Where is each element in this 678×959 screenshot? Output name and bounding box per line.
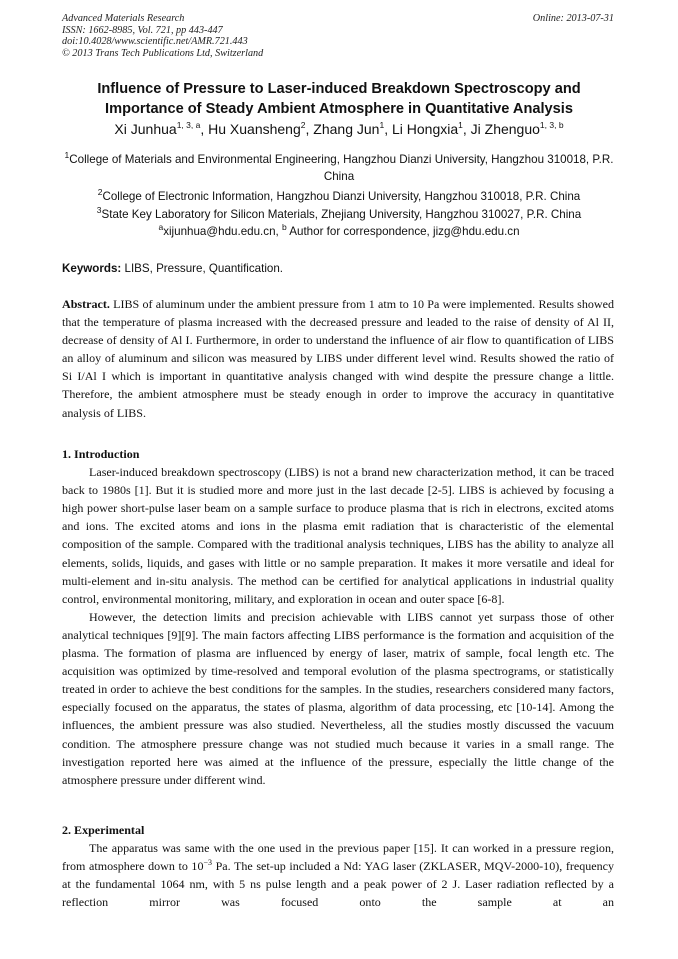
- author-name: Li Hongxia: [391, 121, 459, 137]
- email-line: $^a$xijunhua@hdu.edu.cn, $^b$ Author for correspondence, jizg@hdu.edu.cn: [158, 222, 520, 238]
- keywords-label: Keywords:: [62, 262, 122, 275]
- copyright: © 2013 Trans Tech Publications Ltd, Switzerland: [62, 47, 264, 59]
- author-name: Xi Junhua: [114, 121, 177, 137]
- issn: ISSN: 1662-8985, Vol. 721, pp 443-447: [62, 24, 223, 36]
- author-name: Zhang Jun: [313, 121, 380, 137]
- author-name: Hu Xuansheng: [208, 121, 301, 137]
- journal-name: Advanced Materials Research: [62, 13, 185, 24]
- author-name: Ji Zhenguo: [470, 121, 540, 137]
- keywords: [62, 261, 614, 276]
- doi: doi:10.4028/www.scientific.net/AMR.721.443: [62, 36, 248, 48]
- paragraph: However, the detection limits and precision achievable with LIBS cannot yet surpass those of other analytical techniques [9][9]. The main factors affecting LIBS performance is the formation and acquisition of the plasma. The formation of plasma are influenced by energy of laser, matrix of sample, focal length etc. The acquisition was optimized by time-resolved and temporal evolution of the plasma spectrograms, or statistically treated in order to achieve the best conditions for the samples. In the studies, researchers considered many factors, especially focused on the apparatus, the states of plasma, algorithm of data processing, etc [10-14]. Among the influences, the ambient pressure was also studied. Nevertheless, all the studies mostly discussed the vacuum condition. The atmosphere pressure change was not studied much because it varies in a small range. The investigation reported here was aimed at the influence of the pressure, especially the little change of the atmosphere pressure under different wind.: [62, 609, 614, 787]
- abstract: [62, 295, 614, 422]
- section-introduction: [62, 445, 614, 789]
- author-sup: 1, 3, a: [176, 120, 201, 130]
- author-sup: 2: [300, 120, 306, 130]
- author-sup: 1: [379, 120, 385, 130]
- paragraph: The apparatus was same with the one used in the previous paper [15]. It can worked in a pressure region, from atmosphere down to $10^{-3}$ Pa. The set-up included a Nd: YAG laser (ZKLASER, MQV-2000-10), frequency at the fundamental 1064 nm, with 5 ns pulse length and a peak power of 2 J. Laser radiation reflected by a reflection mirror was focused onto the sample at an: [62, 841, 614, 910]
- author-sup: 1: [458, 120, 463, 130]
- keywords-text: LIBS, Pressure, Quantification.: [121, 262, 284, 275]
- author-sup: 1, 3, b: [539, 120, 564, 130]
- section-heading: 2. Experimental: [62, 823, 145, 837]
- affiliation-2: $^2$College of Electronic Information, Hangzhou Dianzi University, Hangzhou 310018, P.R. China: [97, 187, 581, 203]
- affiliation-1: $^1$College of Materials and Environmental Engineering, Hangzhou Dianzi University, Hangzhou 310018, P.R. China: [64, 150, 614, 183]
- section-heading: 1. Introduction: [62, 447, 140, 461]
- paper-title: [40, 79, 638, 119]
- running-header: [62, 13, 614, 59]
- section-experimental: [62, 821, 614, 911]
- online-date: Online: 2013-07-31: [532, 13, 614, 24]
- author-list: Xi Junhua$^{1, 3, a}$, Hu Xuansheng$^2$, Zhang Jun$^1$, Li Hongxia$^1$, Ji Zhenguo$^{1, 3, b}$: [114, 120, 564, 137]
- title-line-2: Importance of Steady Ambient Atmosphere in Quantitative Analysis: [105, 101, 573, 117]
- affiliation-3: $^3$State Key Laboratory for Silicon Materials, Zhejiang University, Hangzhou 310027, P.R. China: [96, 205, 582, 221]
- abstract-text: LIBS of aluminum under the ambient pressure from 1 atm to 10 Pa were implemented. Results showed that the temperature of plasma increased with the decreased pressure and leaded to the raise of density of Al II, decrease of density of Al I. Furthermore, in order to understand the influence of air flow to quantification of LIBS an alloy of aluminum and silicon was measured by LIBS under different level wind. Results showed the ratio of Si I/Al I which is important in quantitative analysis changed with wind despite the pressure change a little. Therefore, the ambient atmosphere must be steady enough in order to improve the accuracy in quantitative analysis of LIBS.: [62, 297, 614, 420]
- abstract-label: Abstract.: [62, 297, 110, 311]
- paragraph: Laser-induced breakdown spectroscopy (LIBS) is not a brand new characterization method, it can be traced back to 1980s [1]. But it is studied more and more just in the last decade [2-5]. LIBS is achieved by focusing a high power short-pulse laser beam on a sample surface to produce plasma that is rich in electrons, excited atoms and ions. The excited atoms and ions in the plasma emit radiation that is characteristic of the elemental composition of the sample. Compared with the traditional analysis techniques, LIBS has the ability to analyze all elements, solids, liquids, and gases with little or no sample preparation. It makes it more versatile and ideal for multi-element and in-situ analysis. The method can be certified for analytical applications in industrial quality control, environmental monitoring, military, and exploration in ocean and outer space [6-8].: [62, 465, 614, 606]
- title-line-1: Influence of Pressure to Laser-induced Breakdown Spectroscopy and: [97, 81, 581, 97]
